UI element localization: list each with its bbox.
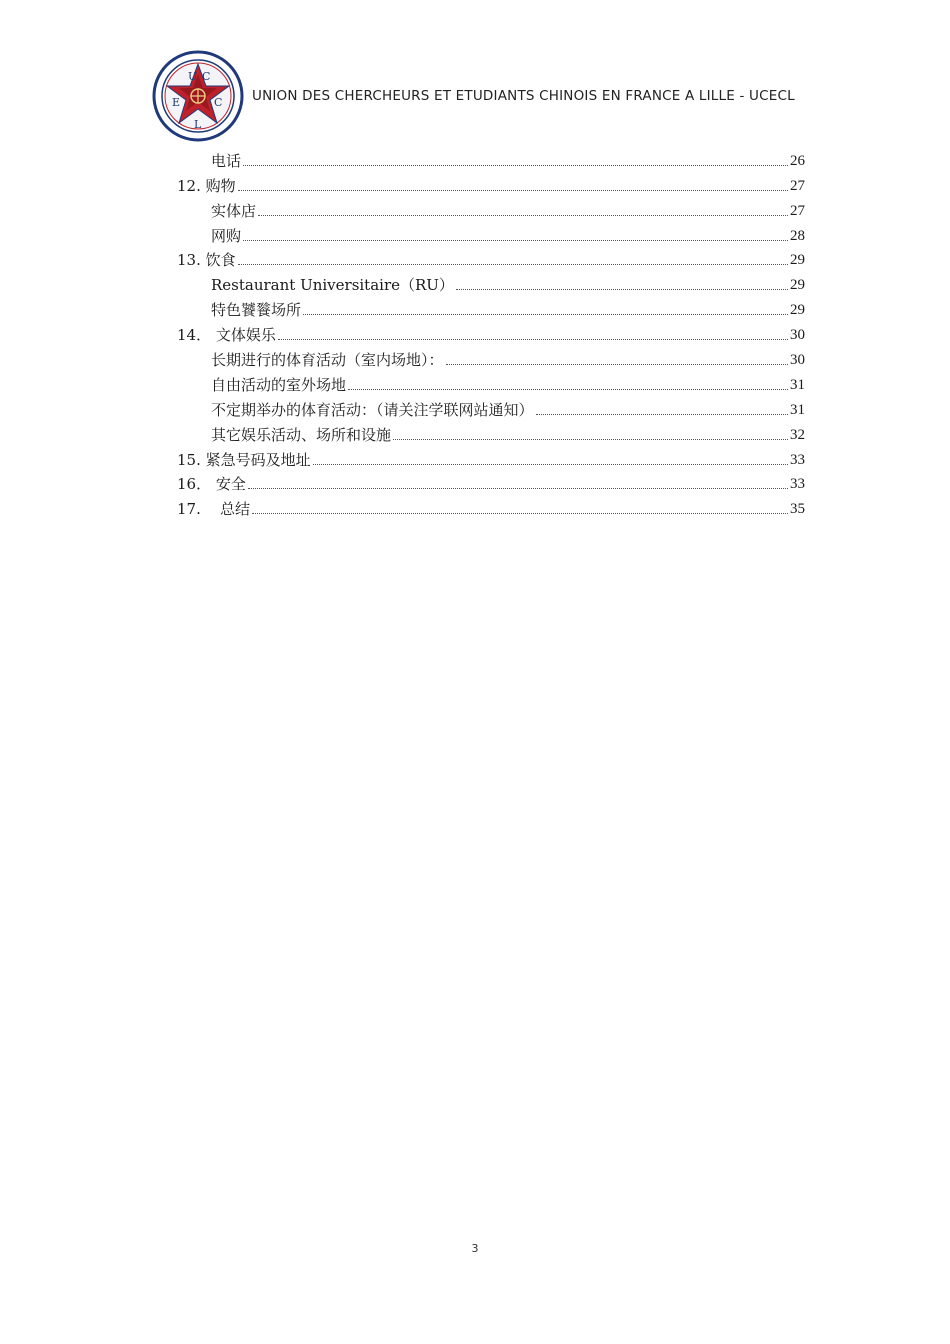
toc-entry-page: 33 <box>790 476 805 493</box>
toc-entry-label: Restaurant Universitaire（RU） <box>211 276 454 295</box>
toc-entry-number: 12. <box>177 176 206 195</box>
toc-dot-leader <box>278 339 788 340</box>
toc-dot-leader <box>238 264 788 265</box>
toc-entry-page: 31 <box>790 376 805 393</box>
toc-dot-leader <box>313 464 788 465</box>
toc-entry-number: 14． <box>177 326 216 345</box>
toc-entry-label: 实体店 <box>211 201 257 220</box>
toc-entry-label: 购物 <box>205 176 236 195</box>
toc-entry-page: 29 <box>790 302 805 319</box>
toc-dot-leader <box>446 364 788 365</box>
toc-entry-number: 16． <box>177 475 216 494</box>
toc-entry-page: 32 <box>790 426 805 443</box>
toc-entry[interactable] <box>177 320 805 345</box>
toc-dot-leader <box>243 165 788 166</box>
toc-dot-leader <box>536 414 788 415</box>
toc-entry[interactable] <box>177 171 805 196</box>
toc-entry-page: 27 <box>790 202 805 219</box>
toc-entry-label: 总结 <box>219 500 250 519</box>
toc-entry-page: 29 <box>790 277 805 294</box>
toc-entry[interactable] <box>177 246 805 271</box>
toc-entry[interactable] <box>177 420 805 445</box>
logo-letter: C <box>214 96 223 109</box>
toc-dot-leader <box>393 439 788 440</box>
toc-entry-label: 长期进行的体育活动（室内场地）： <box>211 351 444 370</box>
logo-letter: C <box>202 70 211 83</box>
toc-entry-page: 30 <box>790 352 805 369</box>
page-number: 3 <box>471 1242 479 1255</box>
toc-entry[interactable] <box>177 345 805 370</box>
toc-entry[interactable] <box>177 470 805 495</box>
toc-entry-number: 17. <box>177 500 220 519</box>
toc-entry-page: 26 <box>790 152 805 169</box>
toc-entry-label: 紧急号码及地址 <box>205 450 311 469</box>
toc-entry[interactable] <box>177 196 805 221</box>
toc-dot-leader <box>252 513 788 514</box>
toc-entry[interactable] <box>177 295 805 320</box>
toc-entry-label: 饮食 <box>205 251 236 270</box>
toc-entry-number: 13. <box>177 251 206 270</box>
toc-entry[interactable] <box>177 370 805 395</box>
logo-letter: E <box>172 96 181 109</box>
toc-entry-page: 30 <box>790 327 805 344</box>
toc-dot-leader <box>303 314 788 315</box>
logo-letter: U <box>188 70 198 83</box>
toc-entry[interactable] <box>177 395 805 420</box>
toc-entry-label: 不定期举办的体育活动：（请关注学联网站通知） <box>211 400 534 419</box>
table-of-contents <box>177 146 805 519</box>
toc-dot-leader <box>348 389 788 390</box>
toc-entry-page: 27 <box>790 177 805 194</box>
toc-entry-label: 特色饕餮场所 <box>211 301 302 320</box>
toc-entry-label: 网购 <box>211 226 242 245</box>
organization-name: UNION DES CHERCHEURS ET ETUDIANTS CHINOIS EN FRANCE A LILLE - UCECL <box>252 88 795 104</box>
toc-entry-label: 其它娱乐活动、场所和设施 <box>211 425 392 444</box>
toc-entry[interactable] <box>177 445 805 470</box>
toc-entry-number: 15. <box>177 450 206 469</box>
toc-dot-leader <box>258 215 788 216</box>
toc-dot-leader <box>238 190 788 191</box>
toc-entry-label: 安全 <box>215 475 246 494</box>
toc-entry-label: 电话 <box>211 151 242 170</box>
toc-dot-leader <box>248 488 788 489</box>
toc-entry[interactable] <box>177 146 805 171</box>
toc-entry[interactable] <box>177 221 805 246</box>
ucecl-logo-icon <box>152 50 244 142</box>
toc-entry[interactable] <box>177 494 805 519</box>
toc-entry-page: 29 <box>790 252 805 269</box>
toc-dot-leader <box>456 289 788 290</box>
page-header <box>150 48 830 144</box>
toc-entry-page: 31 <box>790 401 805 418</box>
toc-entry-label: 自由活动的室外场地 <box>211 375 347 394</box>
toc-entry-page: 35 <box>790 501 805 518</box>
toc-entry-page: 33 <box>790 451 805 468</box>
logo-letter: L <box>194 118 202 131</box>
toc-dot-leader <box>243 240 788 241</box>
toc-entry-page: 28 <box>790 227 805 244</box>
toc-entry[interactable] <box>177 270 805 295</box>
toc-entry-label: 文体娱乐 <box>215 326 276 345</box>
